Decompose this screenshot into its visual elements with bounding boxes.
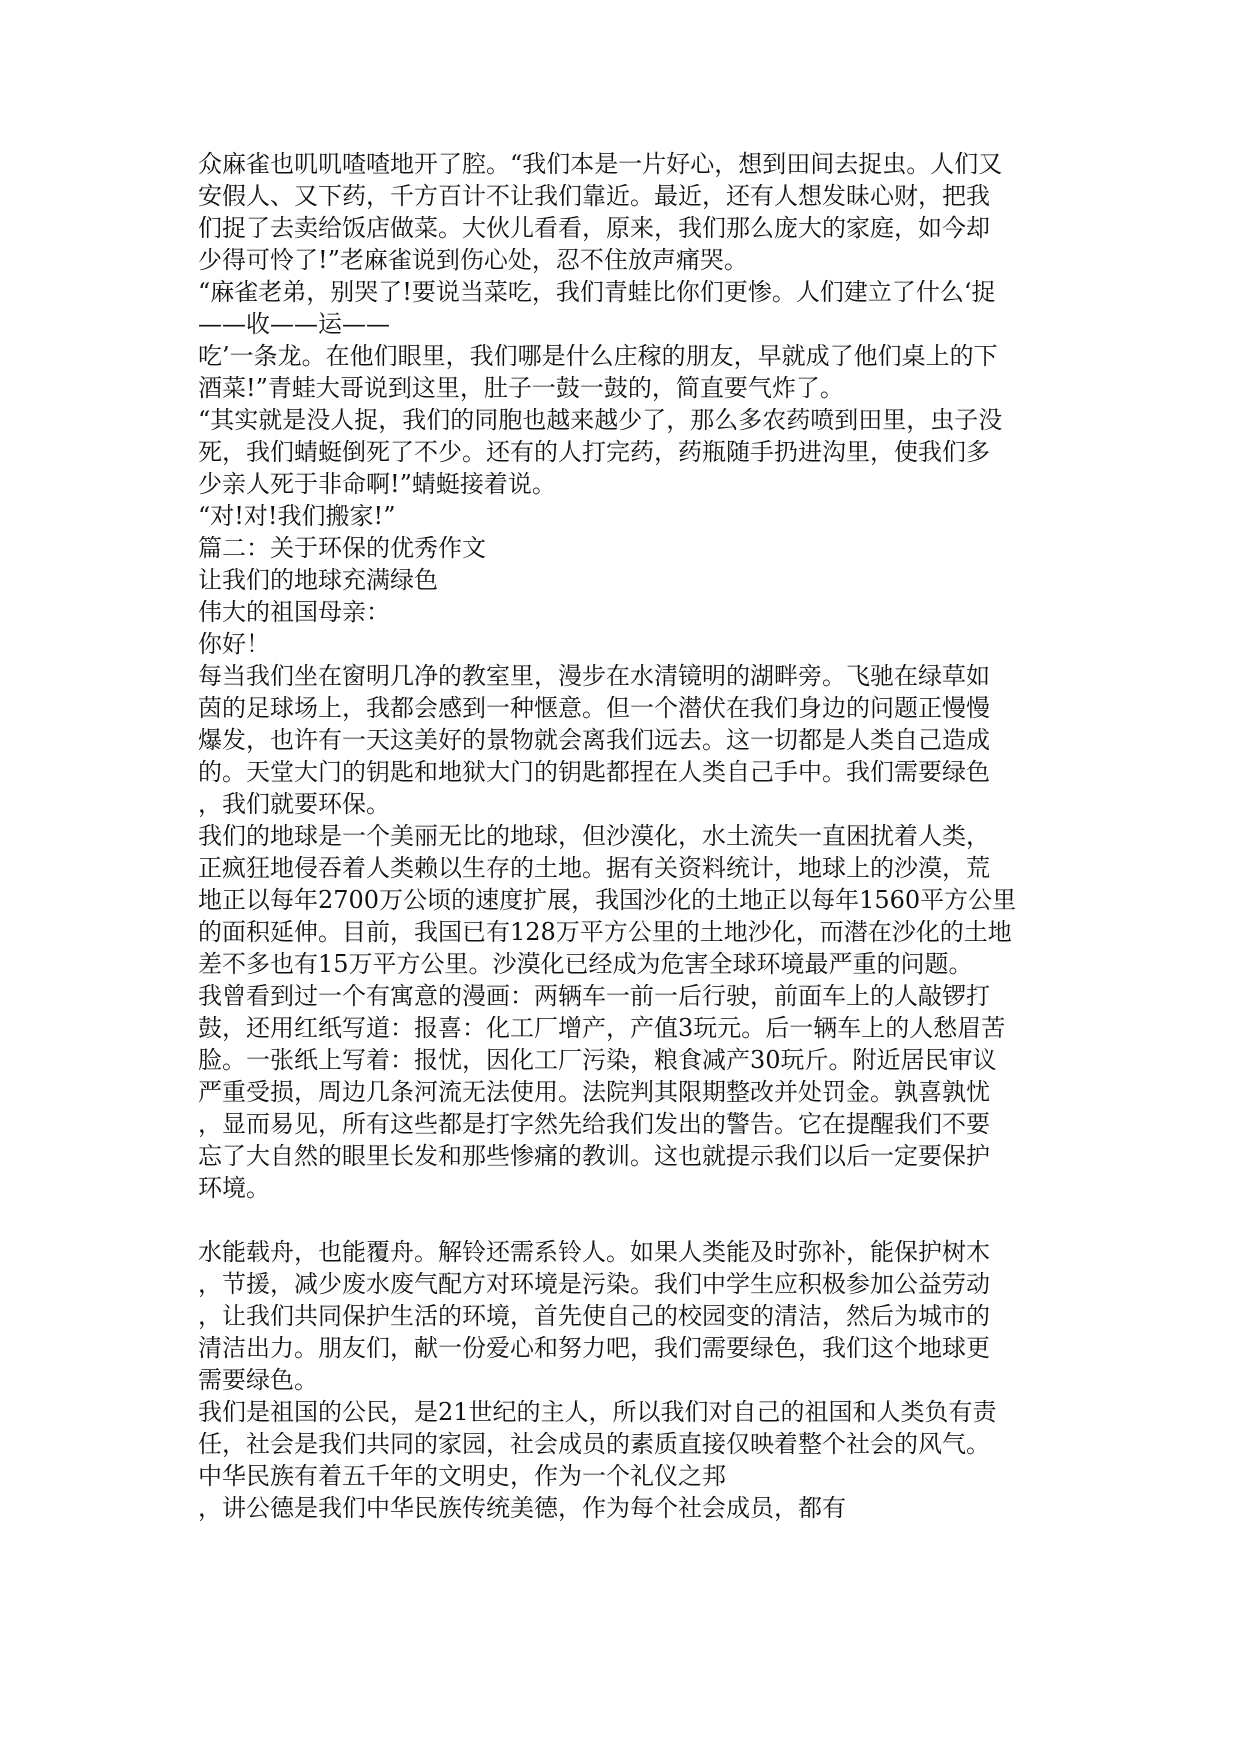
text-line: 吃’一条龙。在他们眼里，我们哪是什么庄稼的朋友，早就成了他们桌上的下 <box>198 342 998 370</box>
text-line: 茵的足球场上，我都会感到一种惬意。但一个潜伏在我们身边的问题正慢慢 <box>198 694 990 722</box>
text-line: 忘了大自然的眼里长发和那些惨痛的教训。这也就提示我们以后一定要保护 <box>198 1142 990 1170</box>
text-line: 鼓，还用红纸写道：报喜：化工厂增产，产值3玩元。后一辆车上的人愁眉苦 <box>198 1014 1006 1042</box>
text-line: ，讲公德是我们中华民族传统美德，作为每个社会成员，都有 <box>198 1494 846 1522</box>
text-line: 让我们的地球充满绿色 <box>198 566 438 594</box>
text-line: 我们的地球是一个美丽无比的地球，但沙漠化，水土流失一直困扰着人类， <box>198 822 990 850</box>
text-line: 们捉了去卖给饭店做菜。大伙儿看看，原来，我们那么庞大的家庭，如今却 <box>198 214 990 242</box>
text-line: 环境。 <box>198 1174 270 1202</box>
text-line: 死，我们蜻蜓倒死了不少。还有的人打完药，药瓶随手扔进沟里，使我们多 <box>198 438 990 466</box>
text-line: 我们是祖国的公民，是21世纪的主人，所以我们对自己的祖国和人类负有责 <box>198 1398 997 1426</box>
text-line: 水能载舟，也能覆舟。解铃还需系铃人。如果人类能及时弥补，能保护树木 <box>198 1238 990 1266</box>
text-line: 严重受损，周边几条河流无法使用。法院判其限期整改并处罚金。孰喜孰忧 <box>198 1078 990 1106</box>
blank-line <box>198 1204 1058 1236</box>
text-line: 伟大的祖国母亲： <box>198 598 390 626</box>
text-line: “对!对!我们搬家!” <box>198 502 396 530</box>
text-line: ，我们就要环保。 <box>198 790 390 818</box>
text-line: ，显而易见，所有这些都是打字然先给我们发出的警告。它在提醒我们不要 <box>198 1110 990 1138</box>
text-line: 正疯狂地侵吞着人类赖以生存的土地。据有关资料统计，地球上的沙漠，荒 <box>198 854 990 882</box>
text-line: 我曾看到过一个有寓意的漫画：两辆车一前一后行驶，前面车上的人敲锣打 <box>198 982 990 1010</box>
text-line: 你好！ <box>198 630 270 658</box>
text-line: ，让我们共同保护生活的环境，首先使自己的校园变的清洁，然后为城市的 <box>198 1302 990 1330</box>
text-line: 中华民族有着五千年的文明史，作为一个礼仪之邦 <box>198 1462 726 1490</box>
text-line: “其实就是没人捉，我们的同胞也越来越少了，那么多农药喷到田里，虫子没 <box>198 406 1003 434</box>
text-line: 任，社会是我们共同的家园，社会成员的素质直接仅映着整个社会的风气。 <box>198 1430 990 1458</box>
text-line: ——收——运—— <box>198 310 390 338</box>
text-line: 的。天堂大门的钥匙和地狱大门的钥匙都捏在人类自己手中。我们需要绿色 <box>198 758 990 786</box>
text-line: 需要绿色。 <box>198 1366 318 1394</box>
text-line: 少得可怜了!”老麻雀说到伤心处，忍不住放声痛哭。 <box>198 246 748 274</box>
text-line: 篇二：关于环保的优秀作文 <box>198 534 486 562</box>
text-line: ，节援，减少废水废气配方对环境是污染。我们中学生应积极参加公益劳动 <box>198 1270 990 1298</box>
text-line: 安假人、又下药，千方百计不让我们靠近。最近，还有人想发昧心财，把我 <box>198 182 990 210</box>
text-line: 差不多也有15万平方公里。沙漠化已经成为危害全球环境最严重的问题。 <box>198 950 973 978</box>
text-line: 酒菜!”青蛙大哥说到这里，肚子一鼓一鼓的，简直要气炸了。 <box>198 374 844 402</box>
text-line: 的面积延伸。目前，我国已有128万平方公里的土地沙化，而潜在沙化的土地 <box>198 918 1012 946</box>
text-line: 地正以每年2700万公顷的速度扩展，我国沙化的土地正以每年1560平方公里 <box>198 886 1017 914</box>
document-body <box>198 148 1058 1524</box>
text-line: 脸。一张纸上写着：报忧，因化工厂污染，粮食减产30玩斤。附近居民审议 <box>198 1046 997 1074</box>
text-line: 清洁出力。朋友们，献一份爱心和努力吧，我们需要绿色，我们这个地球更 <box>198 1334 990 1362</box>
text-line: 爆发，也许有一天这美好的景物就会离我们远去。这一切都是人类自己造成 <box>198 726 990 754</box>
text-line: 少亲人死于非命啊!”蜻蜓接着说。 <box>198 470 556 498</box>
text-line: 众麻雀也叽叽喳喳地开了腔。“我们本是一片好心，想到田间去捉虫。人们又 <box>198 150 1003 178</box>
text-line: 每当我们坐在窗明几净的教室里，漫步在水清镜明的湖畔旁。飞驰在绿草如 <box>198 662 990 690</box>
text-line: “麻雀老弟，别哭了!要说当菜吃，我们青蛙比你们更惨。人们建立了什么‘捉 <box>198 278 996 306</box>
